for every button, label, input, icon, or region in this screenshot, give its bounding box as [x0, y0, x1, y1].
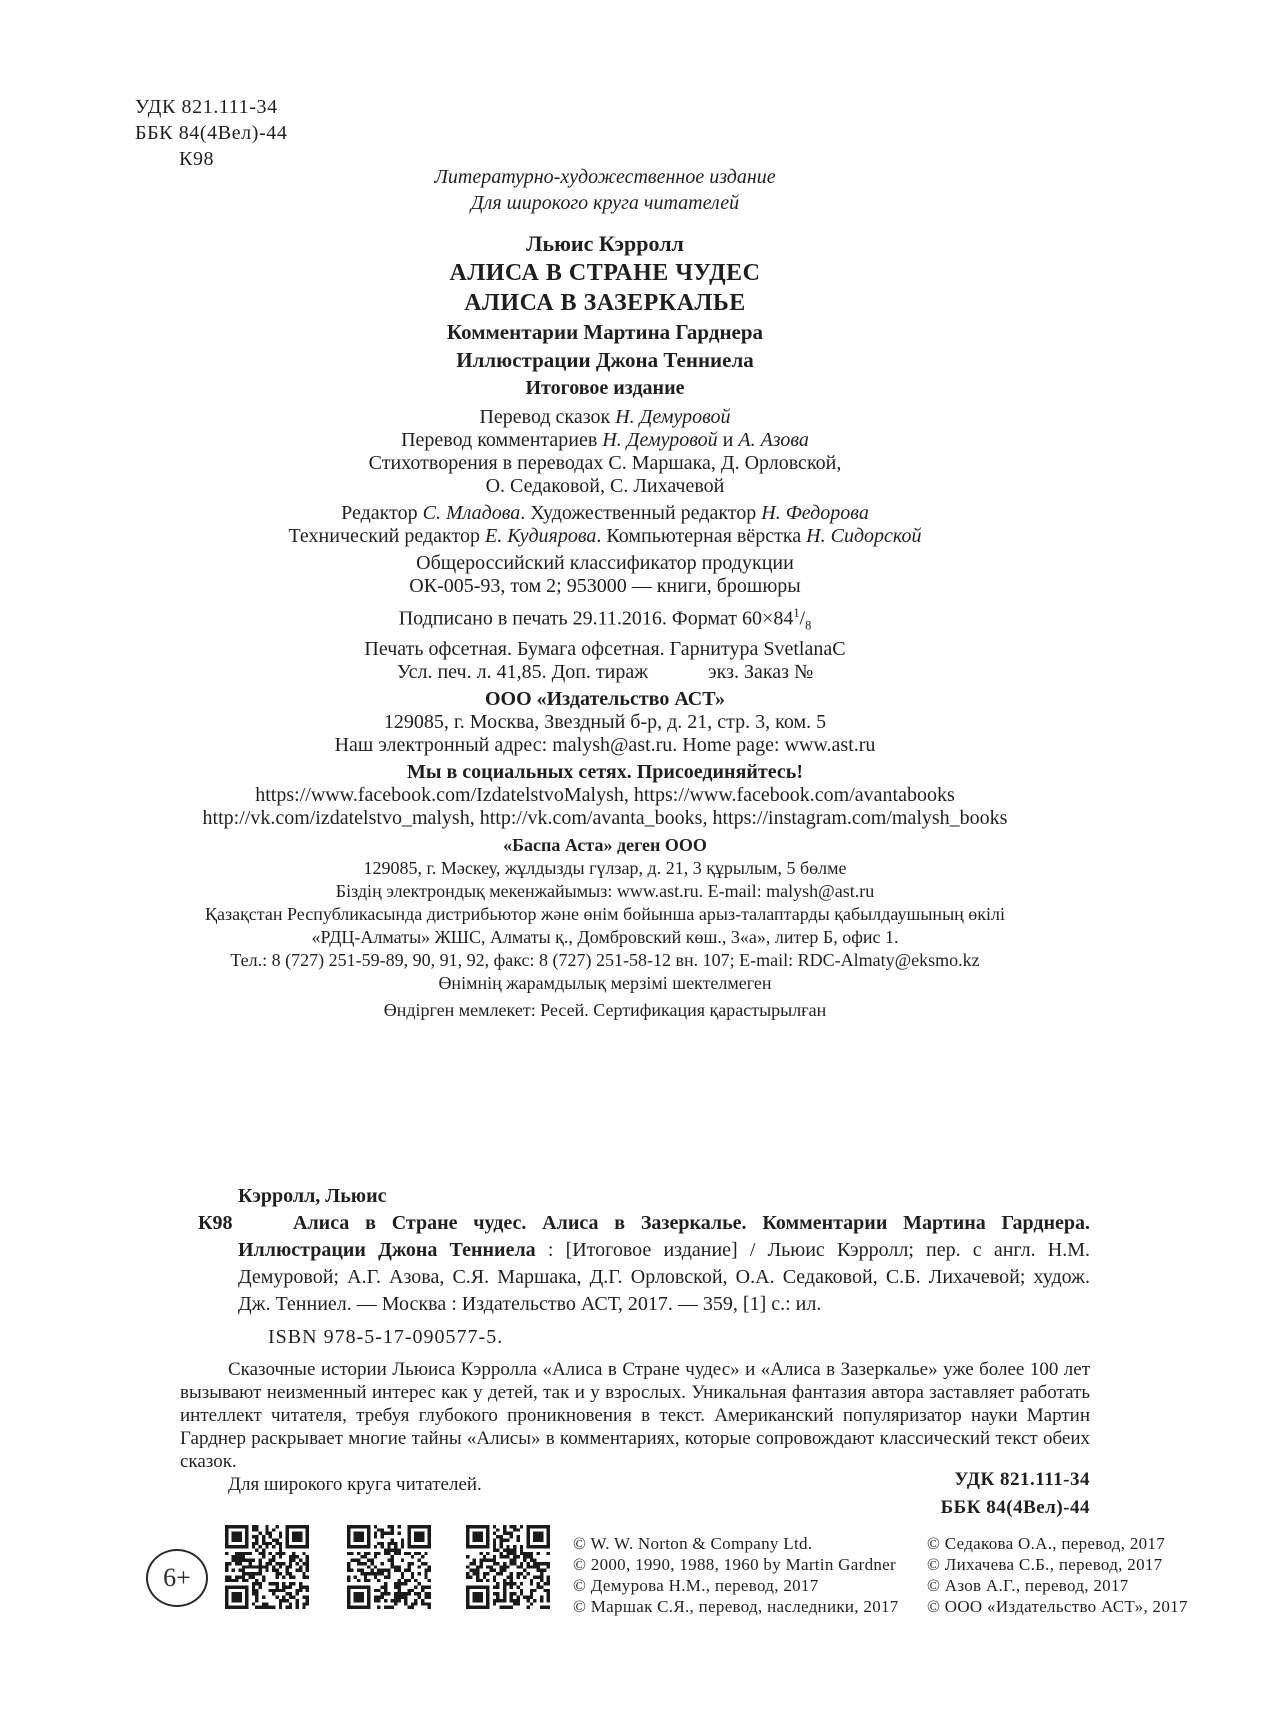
commentary-credit: Комментарии Мартина Гарднера: [446, 320, 764, 344]
catalog-author: Кэрролл, Льюис: [238, 1185, 387, 1207]
bbk-number: ББК 84(4Вел)-44: [135, 122, 288, 144]
edition-kind-line: Литературно-художественное издание: [434, 166, 776, 188]
classifier-line-1: Общероссийский классификатор продукции: [416, 552, 794, 574]
isbn-line: ISBN 978-5-17-090577-5.: [268, 1326, 504, 1348]
social-links-line-1: https://www.facebook.com/IzdatelstvoMalysh, https://www.facebook.com/avantabooks: [255, 783, 955, 806]
publisher-email-line: Наш электронный адрес: malysh@ast.ru. Home page: www.ast.ru: [334, 733, 876, 756]
social-networks-header: Мы в социальных сетях. Присоединяйтесь!: [407, 760, 803, 783]
catalog-code: К98: [198, 1212, 233, 1234]
audience-line: Для широкого круга читателей: [470, 192, 740, 214]
catalog-entry-text: Алиса в Стране чудес. Алиса в Зазеркалье. Комментарии Мартина Гарднера. Иллюстрации Джона Тенниела : [Итоговое издание] / Льюис Кэрролл; пер. с англ. Н.М. Демуровой; А.Г. Азова, С.Я. Маршака, Д.Г. Орловской, О.А. Седаковой, С.Б. Лихачевой; худож. Дж. Тенниел. — Москва : Издательство АСТ, 2017. — 359, [1] с.: ил.: [238, 1212, 1090, 1315]
comments-translation-credit: Перевод комментариев Н. Демуровой и А. Азова: [401, 429, 809, 451]
author-name: Льюис Кэрролл: [526, 231, 684, 256]
kz-shelf-life-line: Өнімнің жарамдылық мерзімі шектелмеген: [438, 972, 772, 993]
udk-number-bottom: УДК 821.111-34: [954, 1469, 1090, 1490]
poems-translation-credit-1: Стихотворения в переводах С. Маршака, Д. Орловской,: [368, 452, 842, 474]
bbk-number-bottom: ББК 84(4Вел)-44: [940, 1497, 1090, 1518]
copyright-line: © ООО «Издательство АСТ», 2017: [927, 1597, 1188, 1616]
illustration-credit: Иллюстрации Джона Тенниела: [456, 348, 754, 372]
copyright-line: © W. W. Norton & Company Ltd.: [573, 1534, 813, 1553]
copyright-line: © Маршак С.Я., перевод, наследники, 2017: [573, 1597, 899, 1616]
tales-translation-credit: Перевод сказок Н. Демуровой: [479, 406, 731, 428]
social-links-line-2: http://vk.com/izdatelstvo_malysh, http://vk.com/avanta_books, https://instagram.com/malysh_books: [202, 806, 1008, 829]
kz-distributor-line: Қазақстан Республикасында дистрибьютор және өнім бойынша арыз-талаптарды қабылдаушының өкілі: [204, 903, 1006, 924]
author-sign-code: К98: [179, 148, 215, 170]
copyright-line: © Азов А.Г., перевод, 2017: [927, 1576, 1129, 1595]
print-date-format-line: Подписано в печать 29.11.2016. Формат $60\times 84^1/_8$: [398, 606, 812, 633]
kz-phone-line: Тел.: 8 (727) 251-59-89, 90, 91, 92, факс: 8 (727) 251-58-12 вн. 107; E-mail: RDC-Almaty@eksmo.kz: [230, 949, 980, 970]
edition-note: Итоговое издание: [525, 377, 685, 399]
kz-email-line: Біздің электрондық мекенжайымыз: www.ast.ru. E-mail: malysh@ast.ru: [335, 880, 875, 901]
poems-translation-credit-2: О. Седаковой, С. Лихачевой: [485, 475, 725, 497]
kz-address: 129085, г. Мәскеу, жұлдызды гүлзар, д. 21, 3 құрылым, 5 бөлме: [363, 857, 847, 878]
tech-editors-line: Технический редактор Е. Кудиярова. Компьютерная вёрстка Н. Сидорской: [288, 525, 922, 547]
kz-origin-line: Өндірген мемлекет: Ресей. Сертификация қарастырылған: [383, 999, 827, 1020]
colophon-block: [90, 164, 1120, 1022]
age-rating-label: 6+: [163, 1563, 191, 1592]
copyright-line: © 2000, 1990, 1988, 1960 by Martin Gardner: [573, 1555, 896, 1574]
qr-code-2: [347, 1524, 431, 1610]
copyright-line: © Демурова Н.М., перевод, 2017: [573, 1576, 819, 1595]
publisher-address: 129085, г. Москва, Звездный б-р, д. 21, стр. 3, ком. 5: [383, 710, 827, 733]
age-rating-badge: [146, 1549, 208, 1607]
qr-code-3: [466, 1524, 550, 1610]
annotation-text: Сказочные истории Льюиса Кэрролла «Алиса в Стране чудес» и «Алиса в Зазеркалье» уже более 100 лет вызывают неизменный интерес как у детей, так и у взрослых. Уникальная фантазия автора заставляет работать интеллект читателя, требуя глубокого проникновения в текст. Американский популяризатор науки Мартин Гарднер раскрывает многие тайны «Алисы» в комментариях, которые сопровождают классический текст обеих сказок.: [180, 1359, 1090, 1472]
publisher-name: ООО «Издательство АСТ»: [484, 687, 726, 710]
catalog-entry: [180, 1210, 1090, 1318]
catalog-audience-line: Для широкого круга читателей.: [228, 1474, 482, 1495]
book-title-2: АЛИСА В ЗАЗЕРКАЛЬЕ: [464, 290, 746, 316]
copyright-line: © Лихачева С.Б., перевод, 2017: [927, 1555, 1163, 1574]
copyright-column-left: [573, 1533, 899, 1617]
bibliographic-ids-top: [135, 94, 288, 172]
bibliographic-ids-bottom: [941, 1466, 1090, 1522]
qr-code-1: [225, 1524, 309, 1610]
classifier-line-2: ОК-005-93, том 2; 953000 — книги, брошюры: [409, 575, 801, 597]
kz-distributor-address: «РДЦ-Алматы» ЖШС, Алматы қ., Домбровский көш., 3«а», литер Б, офис 1.: [311, 926, 899, 947]
editors-line: Редактор С. Младова. Художественный редактор Н. Федорова: [341, 502, 869, 524]
copyright-line: © Седакова О.А., перевод, 2017: [927, 1534, 1166, 1553]
kz-publisher-name: «Баспа Аста» деген ООО: [503, 834, 707, 855]
print-paper-line: Печать офсетная. Бумага офсетная. Гарнитура SvetlanaC: [364, 637, 846, 660]
udk-number: УДК 821.111-34: [135, 96, 278, 118]
copyright-column-right: [927, 1533, 1188, 1617]
catalog-card-block: [180, 1184, 1090, 1496]
book-title-1: АЛИСА В СТРАНЕ ЧУДЕС: [449, 260, 761, 286]
print-volume-line: Усл. печ. л. 41,85. Доп. тираж экз. Заказ №: [396, 660, 814, 683]
